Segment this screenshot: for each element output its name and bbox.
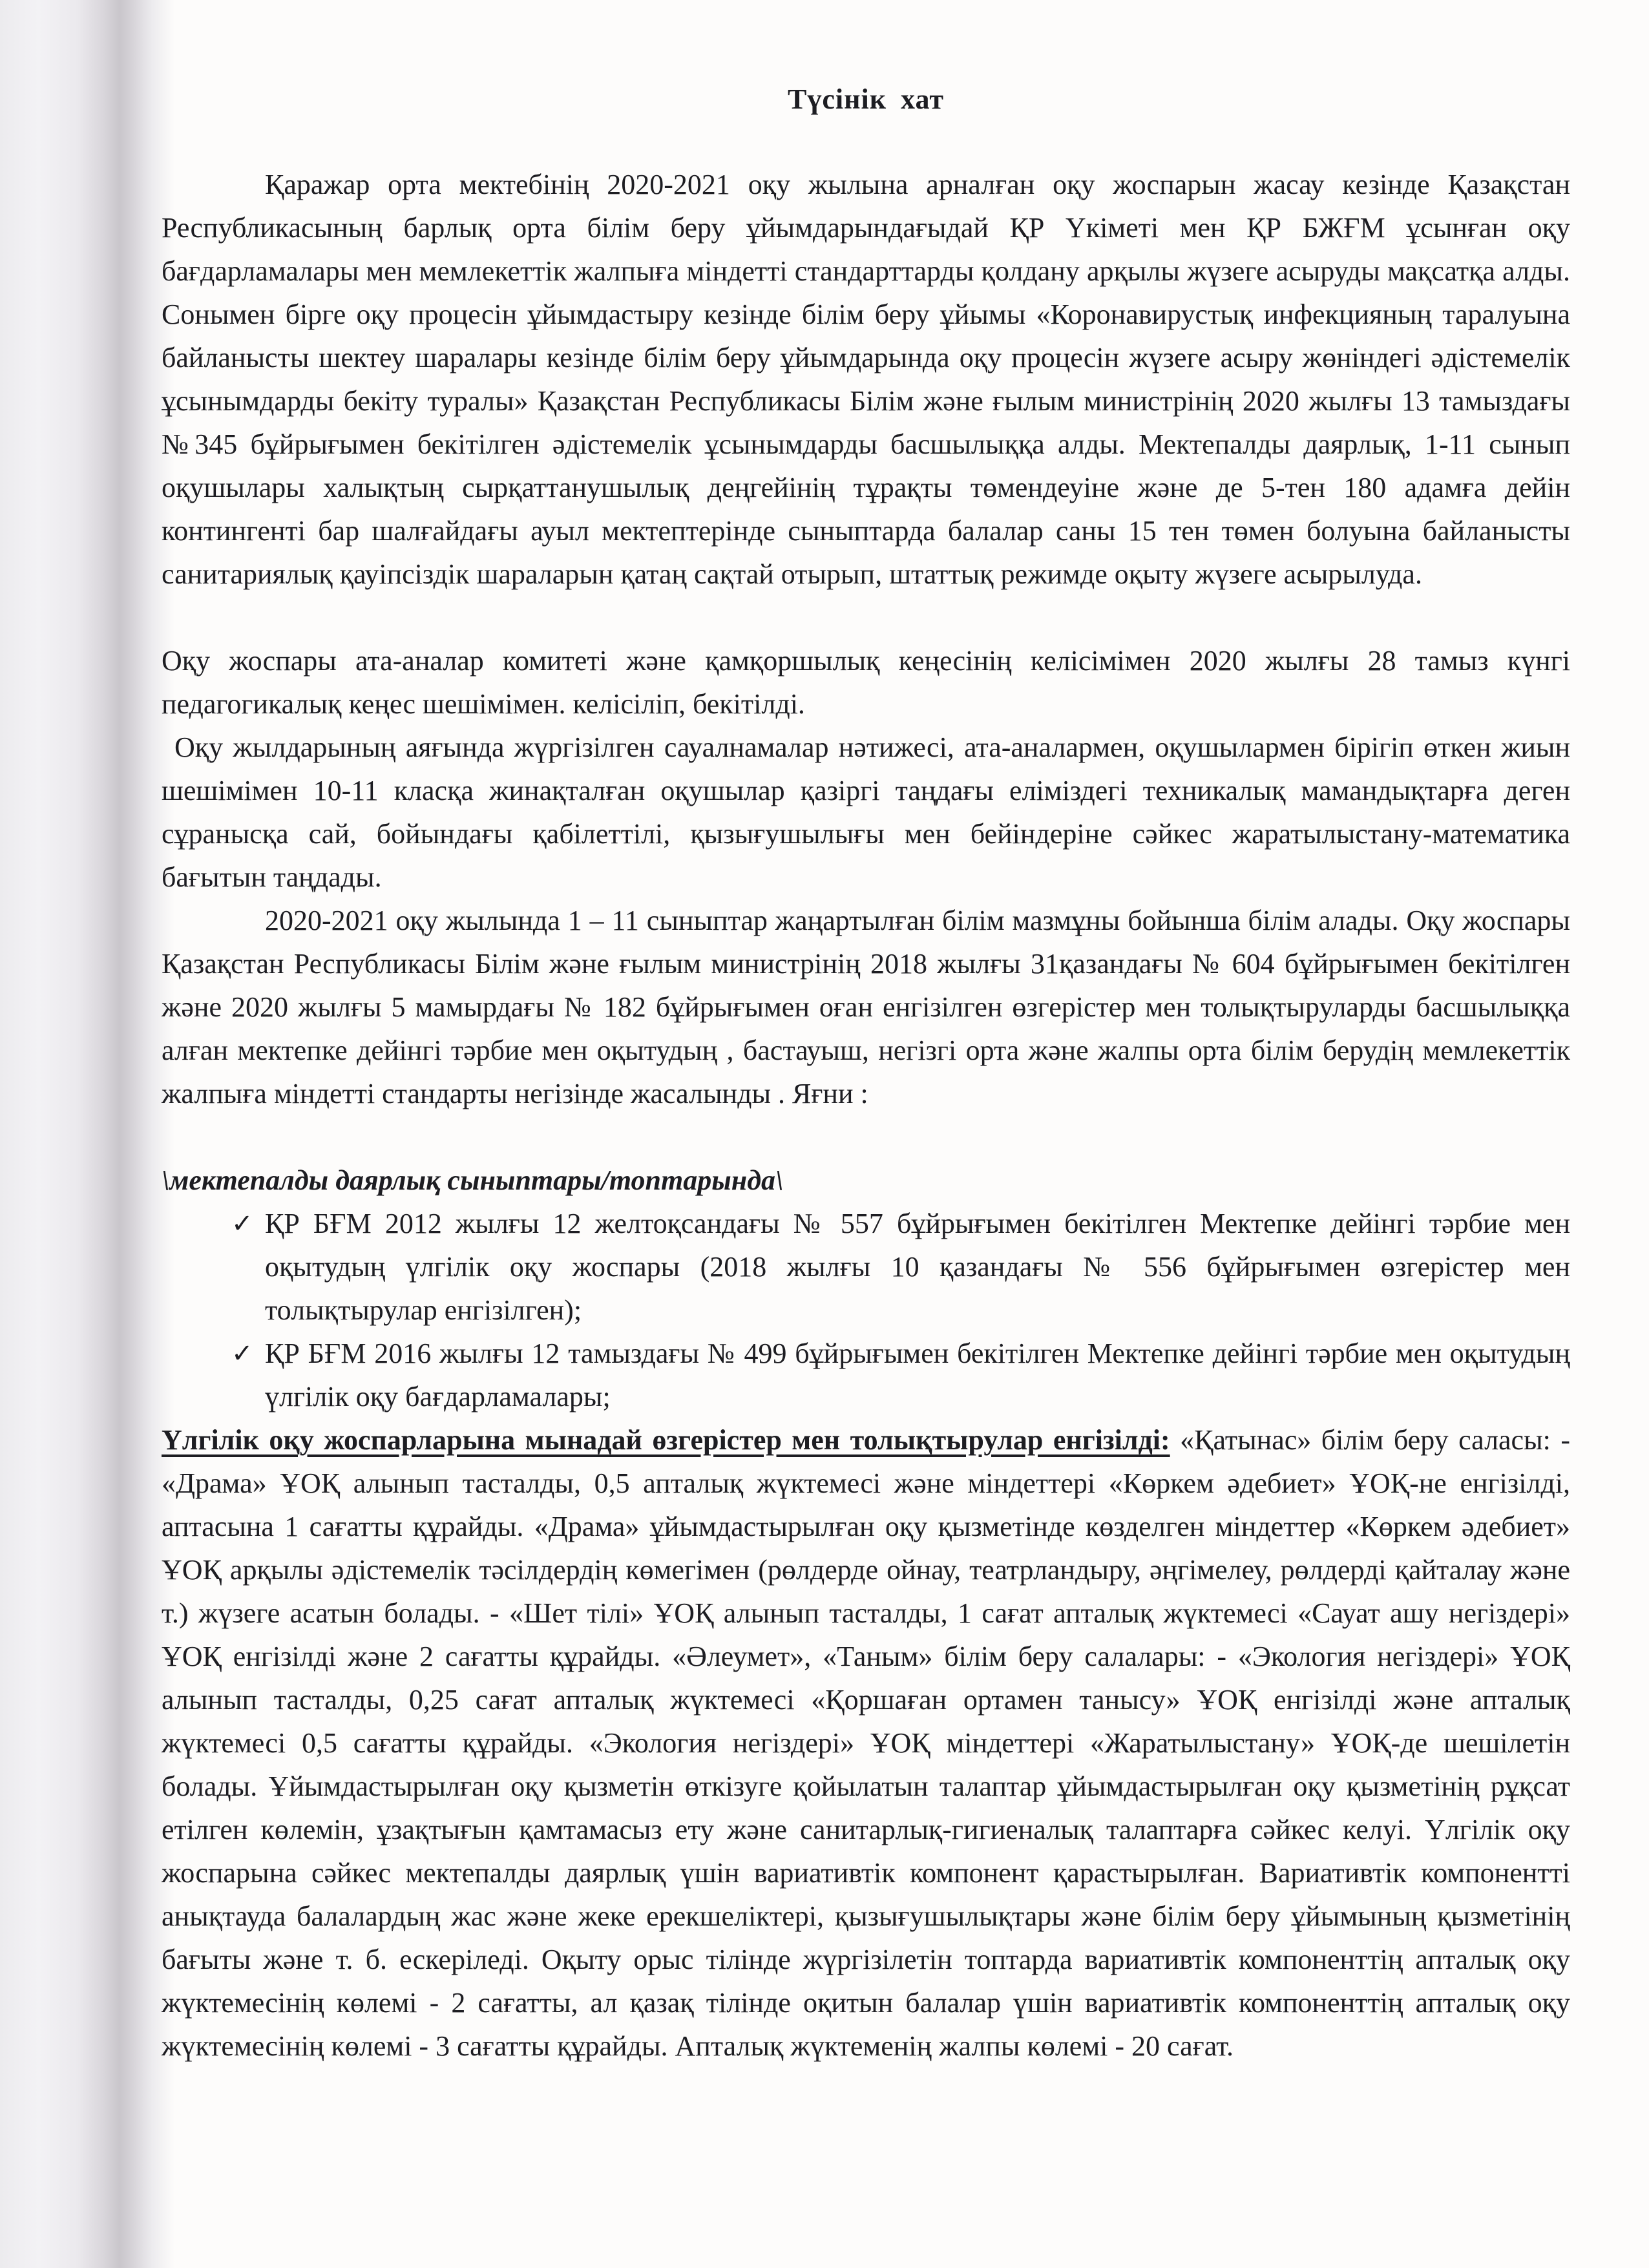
paragraph-survey: Оқу жылдарының аяғында жүргізілген сауалнамалар нәтижесі, ата-аналармен, оқушылармен бірігіп өткен жиын шешімімен 10-11 класқа жинақталған оқушылар қазіргі таңдағы еліміздегі техникалық мамандықтарға деген сұранысқа сай, бойындағы қабілеттілі, қызығушылығы мен бейіндеріне сәйкес жаратылыстану-математика бағытын таңдады. (162, 731, 1570, 893)
changes-text: «Қатынас» білім беру саласы: - «Драма» ҰОҚ алынып тасталды, 0,5 апталық жүктемесі және міндеттері «Көркем әдебиет» ҰОҚ-не енгізілді, аптасына 1 сағатты құрайды. «Драма» ұйымдастырылған оқу қызметінде көзделген міндеттер «Көркем әдебиет» ҰОҚ арқылы әдістемелік тәсілдердің көмегімен (рөлдерде ойнау, театрландыру, әңгімелеу, рөлдерді қайталау және т.) жүзеге асатын болады. - «Шет тілі» ҰОҚ алынып тасталды, 1 сағат апталық жүктемесі «Сауат ашу негіздері» ҰОҚ енгізілді және 2 сағатты құрайды. «Әлеумет», «Таным» білім беру салалары: - «Экология негіздері» ҰОҚ алынып тасталды, 0,25 сағат апталық жүктемесі «Қоршаған ортамен танысу» ҰОҚ енгізілді және апталық жүктемесі 0,5 сағатты құрайды. «Экология негіздері» ҰОҚ міндеттері «Жаратылыстану» ҰОҚ-де шешілетін болады. Ұйымдастырылған оқу қызметін өткізуге қойылатын талаптар ұйымдастырылған оқу қызметінің рұқсат етілген көлемін, ұзақтығын қамтамасыз ету және санитарлық-гигиеналық талаптарға сәйкес келуі. Үлгілік оқу жоспарына сәйкес мектепалды даярлық үшін вариативтік компонент қарастырылған. Вариативтік компонентті анықтауда балалардың жас және жеке ерекшеліктері, қызығушылықтары және білім беру ұйымының қызметінің бағыты және т. б. ескеріледі. Оқыту орыс тілінде жүргізілетін топтарда вариативтік компоненттің апталық оқу жүктемесінің көлемі - 2 сағатты, ал қазақ тілінде оқитын балалар үшін вариативтік компоненттің апталық оқу жүктемесінің көлемі - 3 сағатты құрайды. Апталық жүктеменің жалпы көлемі - 20 сағат. (162, 1424, 1570, 2062)
checklist-item (231, 1202, 1570, 1332)
checklist-item (231, 1332, 1570, 1418)
checklist (162, 1202, 1570, 1418)
checklist-item-text: ҚР БҒМ 2016 жылғы 12 тамыздағы № 499 бұйрығымен бекітілген Мектепке дейінгі тәрбие мен оқытудың үлгілік оқу бағдарламалары; (265, 1338, 1570, 1412)
checkmark-icon: ✓ (231, 1209, 253, 1238)
checklist-item-text: ҚР БҒМ 2012 жылғы 12 желтоқсандағы № 557 бұйрығымен бекітілген Мектепке дейінгі тәрбие мен оқытудың үлгілік оқу жоспары (2018 жылғы 10 қазандағы № 556 бұйрығымен өзгерістер мен толықтырулар енгізілген); (265, 1208, 1570, 1326)
paragraph-intro: Қаражар орта мектебінің 2020-2021 оқу жылына арналған оқу жоспарын жасау кезінде Қазақстан Республикасының барлық орта білім беру ұйымдарындағыдай ҚР Үкіметі мен ҚР БЖҒМ ұсынған оқу бағдарламалары мен мемлекеттік жалпыға міндетті стандарттарды қолдану арқылы жүзеге асыруды мақсатқа алды. Сонымен бірге оқу процесін ұйымдастыру кезінде білім беру ұйымы «Коронавирустық инфекцияның таралуына байланысты шектеу шаралары кезінде білім беру ұйымдарында оқу процесін жүзеге асыру жөніндегі әдістемелік ұсынымдарды бекіту туралы» Қазақстан Республикасы Білім және ғылым министрінің 2020 жылғы 13 тамыздағы №345 бұйрығымен бекітілген әдістемелік ұсынымдарды басшылыққа алды. Мектепалды даярлық, 1-11 сынып оқушылары халықтың сырқаттанушылық деңгейінің тұрақты төмендеуіне және де 5-тен 180 адамға дейін контингенті бар шалғайдағы ауыл мектептерінде сыныптарда балалар саны 15 тен төмен болуына байланысты санитариялық қауіпсіздік шараларын қатаң сақтай отырып, штаттық режимде оқыту жүзеге асырылуда. (162, 169, 1570, 590)
paragraph-changes (162, 1418, 1570, 2068)
scanner-edge-shadow (0, 0, 174, 2268)
checkmark-icon: ✓ (231, 1339, 253, 1368)
document-title: Түсінік хат (788, 83, 944, 115)
paragraph-standards: 2020-2021 оқу жылында 1 – 11 сыныптар жаңартылған білім мазмұны бойынша білім алады. Оқу жоспары Қазақстан Республикасы Білім және ғылым министрінің 2018 жылғы 31қазандағы № 604 бұйрығымен бекітілген және 2020 жылғы 5 мамырдағы № 182 бұйрығымен оған енгізілген өзгерістер мен толықтыруларды басшылыққа алған мектепке дейінгі тәрбие мен оқытудың , бастауыш, негізгі орта және жалпы орта білім берудің мемлекеттік жалпыға міндетті стандарты негізінде жасалынды . Яғни : (162, 905, 1570, 1109)
section-heading-preschool: \мектепалды даярлық сыныптары/топтарында\ (162, 1164, 784, 1196)
document-body (162, 163, 1570, 2068)
paragraph-gap (162, 1115, 1570, 1159)
changes-heading: Үлгілік оқу жоспарларына мынадай өзгерістер мен толықтырулар енгізілді: (162, 1424, 1170, 1456)
paragraph-gap (162, 596, 1570, 639)
paragraph-approval: Оқу жоспары ата-аналар комитеті және қамқоршылық кеңесінің келісімімен 2020 жылғы 28 тамыз күнгі педагогикалық кеңес шешімімен. келісіліп, бекітілді. (162, 645, 1570, 720)
